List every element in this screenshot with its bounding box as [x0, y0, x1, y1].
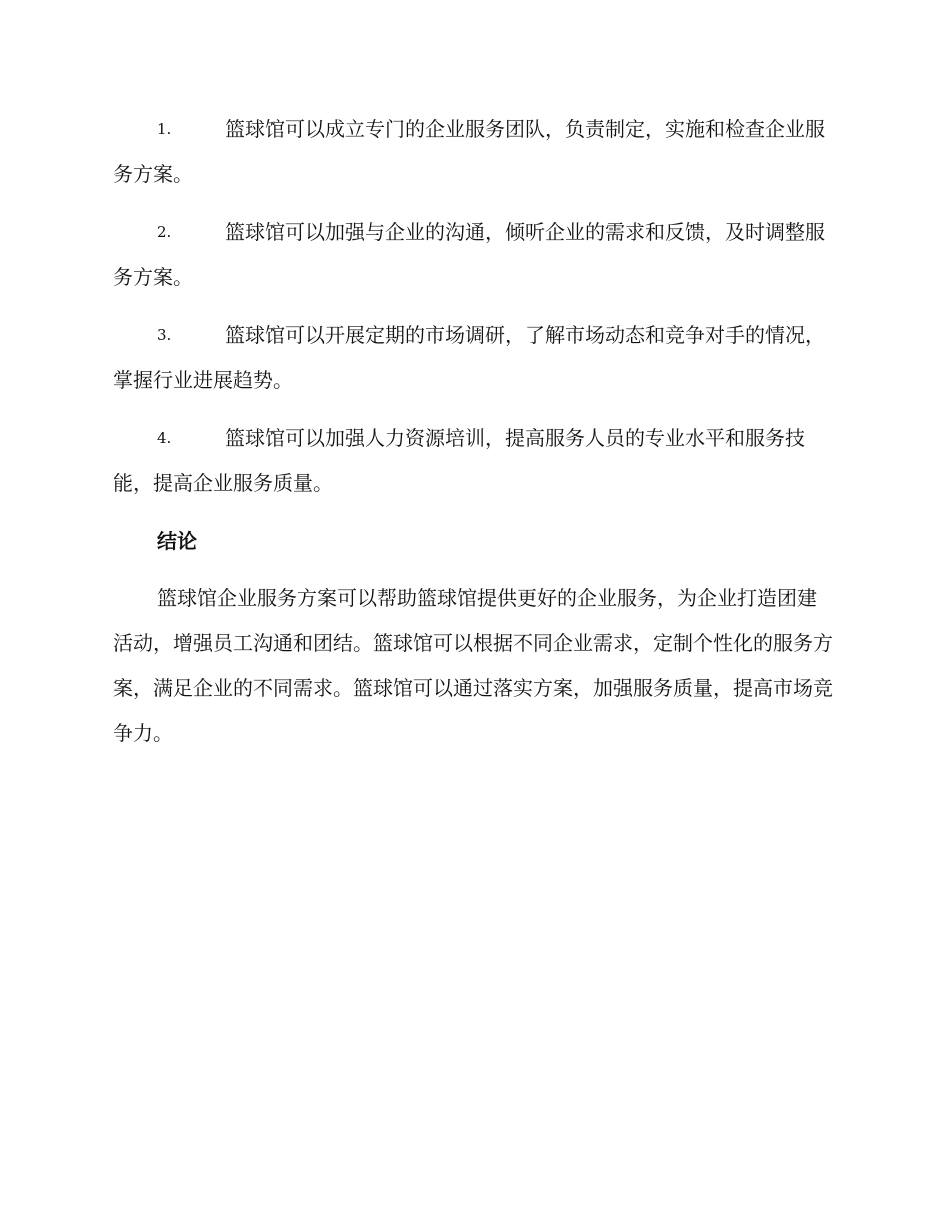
list-item-number: 3.: [157, 326, 172, 344]
list-item-number: 4.: [157, 429, 172, 447]
conclusion-heading: 结论: [157, 529, 197, 553]
list-item-number: 2.: [157, 223, 172, 241]
list-item: [113, 107, 833, 197]
list-item-number: 1.: [157, 120, 172, 138]
list-item: [113, 313, 833, 403]
list-item: [113, 210, 833, 300]
list-item-text: 篮球馆可以成立专门的企业服务团队，负责制定，实施和检查企业服务方案。: [113, 117, 825, 186]
list-item-text: 篮球馆可以加强人力资源培训，提高服务人员的专业水平和服务技能，提高企业服务质量。: [113, 426, 805, 495]
document-body: [113, 107, 833, 756]
list-item-text: 篮球馆可以加强与企业的沟通，倾听企业的需求和反馈，及时调整服务方案。: [113, 220, 825, 289]
conclusion-paragraph: 篮球馆企业服务方案可以帮助篮球馆提供更好的企业服务，为企业打造团建活动，增强员工沟通和团结。篮球馆可以根据不同企业需求，定制个性化的服务方案，满足企业的不同需求。篮球馆可以通过落实方案，加强服务质量，提高市场竞争力。: [113, 586, 833, 745]
list-item-text: 篮球馆可以开展定期的市场调研，了解市场动态和竞争对手的情况，掌握行业进展趋势。: [113, 323, 825, 392]
list-item: [113, 416, 833, 506]
